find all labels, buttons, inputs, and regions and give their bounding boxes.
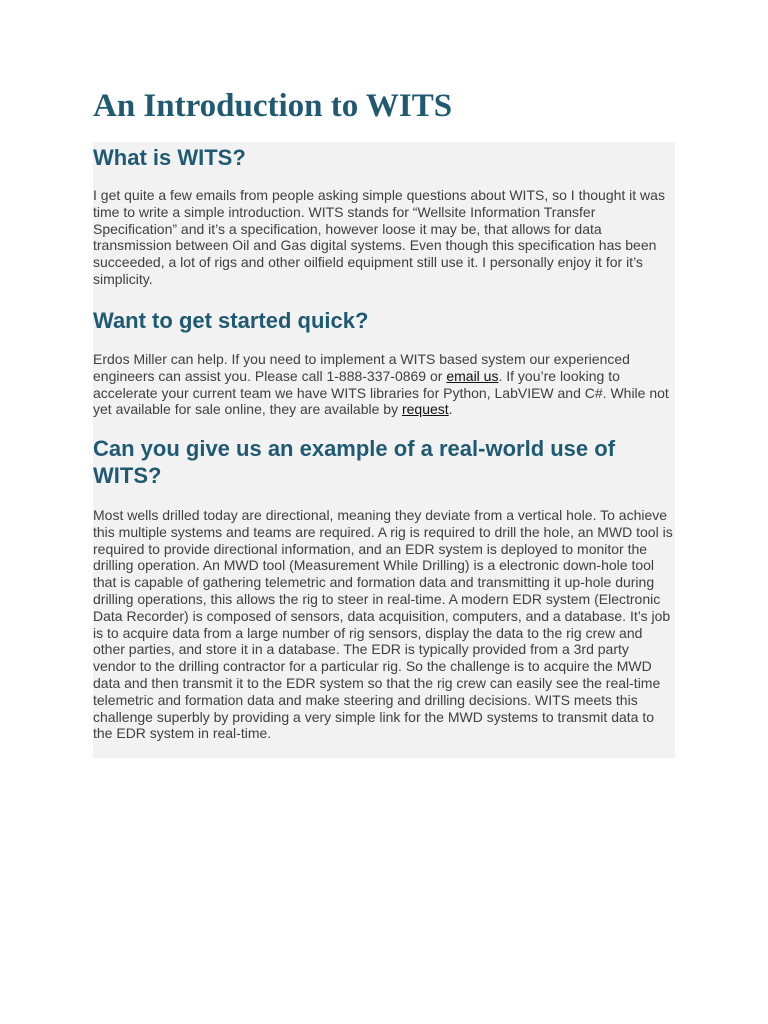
section-heading-what-is-wits: What is WITS? [93, 145, 246, 170]
get-started-text-1: Erdos Miller can help. If you need to implement a WITS based system our experienced engineers can assist you. Please call 1-888-337-0869 or [93, 351, 630, 384]
get-started-text-3: . [448, 401, 453, 418]
page-title: An Introduction to WITS [93, 88, 453, 124]
get-started-text-2: . If you’re looking to accelerate your current team we have WITS libraries for Python, LabVIEW and C#. While not yet available for sale online, they are available by [93, 367, 669, 418]
section-heading-example: Can you give us an example of a real-world use of WITS? [93, 436, 616, 488]
paragraph-example: Most wells drilled today are directional, meaning they deviate from a vertical hole. To achieve this multiple systems and teams are required. A rig is required to drill the hole, an MWD tool is required to provide directional information, and an EDR system is deployed to monitor the drilling operation. An MWD tool (Measurement While Drilling) is a electronic down-hole tool that is capable of gathering telemetric and formation data and transmitting it up-hole during drilling operations, this allows the rig to steer in real-time. A modern EDR system (Electronic Data Recorder) is composed of sensors, data acquisition, computers, and a database. It’s job is to acquire data from a large number of rig sensors, display the data to the rig crew and other parties, and store it in a database. The EDR is typically provided from a 3rd party vendor to the drilling contractor for a particular rig. So the challenge is to acquire the MWD data and then transmit it to the EDR system so that the rig crew can easily see the real-time telemetric and formation data and make steering and drilling decisions. WITS meets this challenge superbly by providing a very simple link for the MWD systems to transmit data to the EDR system in real-time. [93, 507, 673, 742]
paragraph-what-is-wits: I get quite a few emails from people asking simple questions about WITS, so I thought it was time to write a simple introduction. WITS stands for “Wellsite Information Transfer Specification” and it’s a specification, however loose it may be, that allows for data transmission between Oil and Gas digital systems. Even though this specification has been succeeded, a lot of rigs and other oilfield equipment still use it. I personally enjoy it for it’s simplicity. [93, 187, 665, 287]
email-us-link[interactable]: email us [446, 367, 499, 384]
article-body [93, 142, 675, 758]
section-heading-get-started: Want to get started quick? [93, 308, 369, 333]
paragraph-get-started [93, 351, 675, 418]
request-link[interactable]: request [401, 401, 449, 418]
